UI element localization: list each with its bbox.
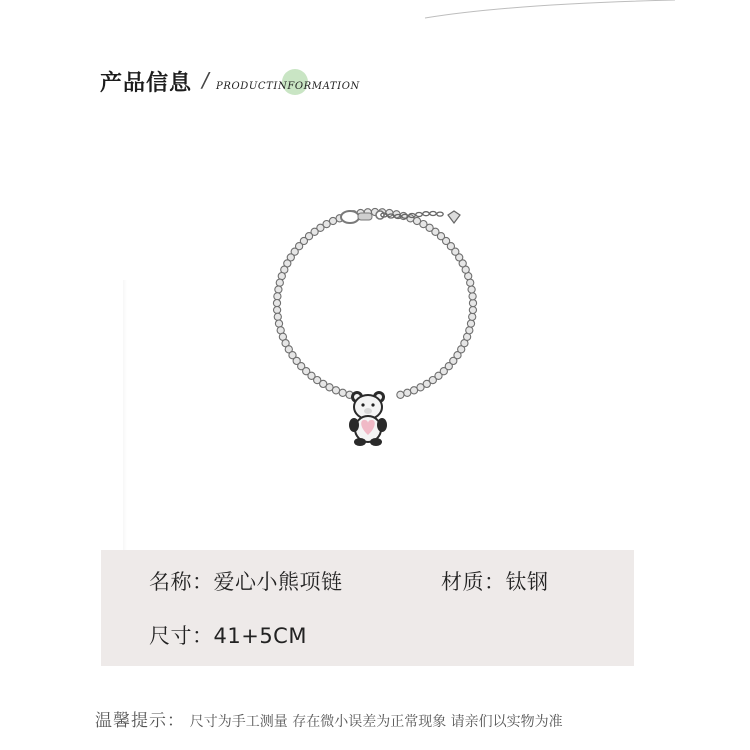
title-slash: / — [202, 68, 209, 92]
bead-chain — [273, 208, 476, 398]
extender-link — [430, 212, 436, 216]
material-label: 材质 — [441, 570, 484, 594]
extender-link — [416, 213, 422, 217]
bead — [276, 279, 283, 286]
name-value: 爱心小熊项链 — [213, 570, 343, 594]
bead — [274, 293, 281, 300]
bead — [339, 389, 346, 396]
clasp — [341, 211, 384, 223]
bead — [274, 306, 281, 313]
bead — [273, 300, 280, 307]
product-info-panel — [101, 550, 634, 666]
name-separator: ： — [192, 570, 214, 594]
product-image-necklace — [250, 185, 500, 475]
bead — [469, 293, 476, 300]
footer-label: 温馨提示： — [95, 711, 185, 731]
name-label: 名称 — [149, 570, 192, 594]
bead — [466, 327, 473, 334]
size-separator: ： — [192, 624, 214, 648]
section-title: 产品信息 — [100, 71, 193, 96]
material-value: 钛钢 — [505, 570, 549, 594]
bead — [469, 313, 476, 320]
bead — [274, 313, 281, 320]
bead — [397, 391, 404, 398]
decorative-arc — [420, 0, 680, 22]
bead — [275, 286, 282, 293]
footer-note — [95, 706, 563, 731]
bead — [469, 300, 476, 307]
bead — [467, 320, 474, 327]
info-name — [149, 566, 343, 596]
info-material — [441, 566, 549, 596]
footer-text: 尺寸为手工测量 存在微小误差为正常现象 请亲们以实物为准 — [189, 714, 563, 730]
bear-pendant — [349, 391, 387, 446]
extender-link — [437, 212, 443, 216]
edge-shadow — [123, 280, 127, 550]
size-value: 41+5CM — [213, 624, 307, 648]
bead — [468, 286, 475, 293]
bead — [332, 387, 339, 394]
extender-tag — [448, 211, 460, 223]
bead — [469, 306, 476, 313]
section-title-en: PRODUCTINFORMATION — [216, 81, 360, 92]
bead — [275, 320, 282, 327]
bead — [404, 389, 411, 396]
extender-link — [423, 212, 429, 216]
material-separator: ： — [484, 570, 506, 594]
size-label: 尺寸 — [149, 624, 192, 648]
info-size — [149, 620, 307, 650]
